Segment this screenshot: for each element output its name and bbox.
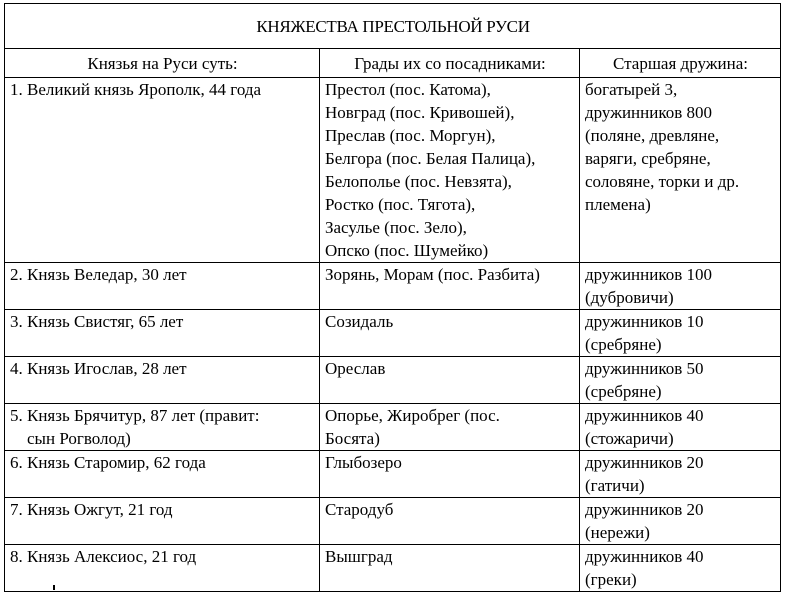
table-row bbox=[5, 545, 781, 592]
retinue-text: племена) bbox=[585, 195, 651, 214]
retinue-text: дружинников 40 bbox=[585, 547, 704, 566]
city-text: Белополье (пос. Невзята), bbox=[325, 172, 512, 191]
column-header-row bbox=[5, 49, 781, 78]
city-text: Престол (пос. Катома), bbox=[325, 80, 491, 99]
city-text: Преслав (пос. Моргун), bbox=[325, 126, 496, 145]
table-row bbox=[5, 451, 781, 498]
cities-cell bbox=[320, 451, 580, 498]
table-row bbox=[5, 263, 781, 310]
retinue-text: (стожаричи) bbox=[585, 429, 674, 448]
retinue-cell bbox=[580, 78, 781, 263]
city-text: Стародуб bbox=[325, 500, 394, 519]
retinue-cell bbox=[580, 263, 781, 310]
cities-cell bbox=[320, 357, 580, 404]
principalities-table bbox=[4, 3, 781, 592]
city-text: Засулье (пос. Зело), bbox=[325, 218, 467, 237]
table-row bbox=[5, 78, 781, 263]
prince-text: 4. Князь Игослав, 28 лет bbox=[10, 359, 187, 378]
cities-cell bbox=[320, 545, 580, 592]
column-header-princes: Князья на Руси суть: bbox=[5, 49, 320, 78]
cities-cell bbox=[320, 263, 580, 310]
prince-cell bbox=[5, 263, 320, 310]
city-text: Вышград bbox=[325, 547, 393, 566]
retinue-text: (сребряне) bbox=[585, 335, 662, 354]
table-row bbox=[5, 310, 781, 357]
prince-cell bbox=[5, 451, 320, 498]
retinue-text: соловяне, торки и др. bbox=[585, 172, 740, 191]
city-text: Белгора (пос. Белая Палица), bbox=[325, 149, 536, 168]
cities-cell bbox=[320, 404, 580, 451]
prince-text: 8. Князь Алексиос, 21 год bbox=[10, 547, 197, 566]
retinue-text: варяги, сребряне, bbox=[585, 149, 711, 168]
retinue-cell bbox=[580, 545, 781, 592]
retinue-cell bbox=[580, 498, 781, 545]
prince-cell bbox=[5, 404, 320, 451]
table-title: КНЯЖЕСТВА ПРЕСТОЛЬНОЙ РУСИ bbox=[5, 4, 781, 49]
city-text: Опско (пос. Шумейко) bbox=[325, 241, 489, 260]
city-text: Босята) bbox=[325, 429, 380, 448]
title-row bbox=[5, 4, 781, 49]
cities-cell bbox=[320, 310, 580, 357]
prince-cell bbox=[5, 498, 320, 545]
prince-text: 7. Князь Ожгут, 21 год bbox=[10, 500, 173, 519]
retinue-text: дружинников 100 bbox=[585, 265, 713, 284]
retinue-cell bbox=[580, 310, 781, 357]
retinue-cell bbox=[580, 404, 781, 451]
retinue-text: дружинников 20 bbox=[585, 453, 704, 472]
retinue-text: богатырей 3, bbox=[585, 80, 678, 99]
retinue-text: (греки) bbox=[585, 570, 637, 589]
table-row bbox=[5, 404, 781, 451]
prince-text: 6. Князь Старомир, 62 года bbox=[10, 453, 206, 472]
retinue-text: (сребряне) bbox=[585, 382, 662, 401]
prince-cell bbox=[5, 545, 320, 592]
prince-text: 3. Князь Свистяг, 65 лет bbox=[10, 312, 184, 331]
prince-text: 5. Князь Брячитур, 87 лет (правит: bbox=[10, 406, 260, 425]
retinue-cell bbox=[580, 357, 781, 404]
city-text: Опорье, Жиробрег (пос. bbox=[325, 406, 500, 425]
cities-cell bbox=[320, 78, 580, 263]
cities-cell bbox=[320, 498, 580, 545]
retinue-text: дружинников 800 bbox=[585, 103, 713, 122]
retinue-text: (дубровичи) bbox=[585, 288, 674, 307]
retinue-cell bbox=[580, 451, 781, 498]
table-row bbox=[5, 357, 781, 404]
prince-cell bbox=[5, 78, 320, 263]
retinue-text: дружинников 10 bbox=[585, 312, 704, 331]
prince-text: сын Рогволод) bbox=[27, 429, 131, 448]
city-text: Новград (пос. Кривошей), bbox=[325, 103, 515, 122]
prince-cell bbox=[5, 310, 320, 357]
retinue-text: дружинников 20 bbox=[585, 500, 704, 519]
prince-text: 1. Великий князь Ярополк, 44 года bbox=[10, 80, 262, 99]
retinue-text: (поляне, древляне, bbox=[585, 126, 720, 145]
city-text: Ореслав bbox=[325, 359, 386, 378]
city-text: Зорянь, Морам (пос. Разбита) bbox=[325, 265, 540, 284]
retinue-text: (нережи) bbox=[585, 523, 650, 542]
column-header-retinue: Старшая дружина: bbox=[580, 49, 781, 78]
text-cursor-mark bbox=[53, 585, 55, 590]
city-text: Ростко (пос. Тягота), bbox=[325, 195, 476, 214]
prince-cell bbox=[5, 357, 320, 404]
retinue-text: (гатичи) bbox=[585, 476, 645, 495]
prince-text: 2. Князь Веледар, 30 лет bbox=[10, 265, 187, 284]
city-text: Глыбозеро bbox=[325, 453, 402, 472]
city-text: Созидаль bbox=[325, 312, 394, 331]
retinue-text: дружинников 40 bbox=[585, 406, 704, 425]
table-row bbox=[5, 498, 781, 545]
retinue-text: дружинников 50 bbox=[585, 359, 704, 378]
column-header-cities: Грады их со посадниками: bbox=[320, 49, 580, 78]
